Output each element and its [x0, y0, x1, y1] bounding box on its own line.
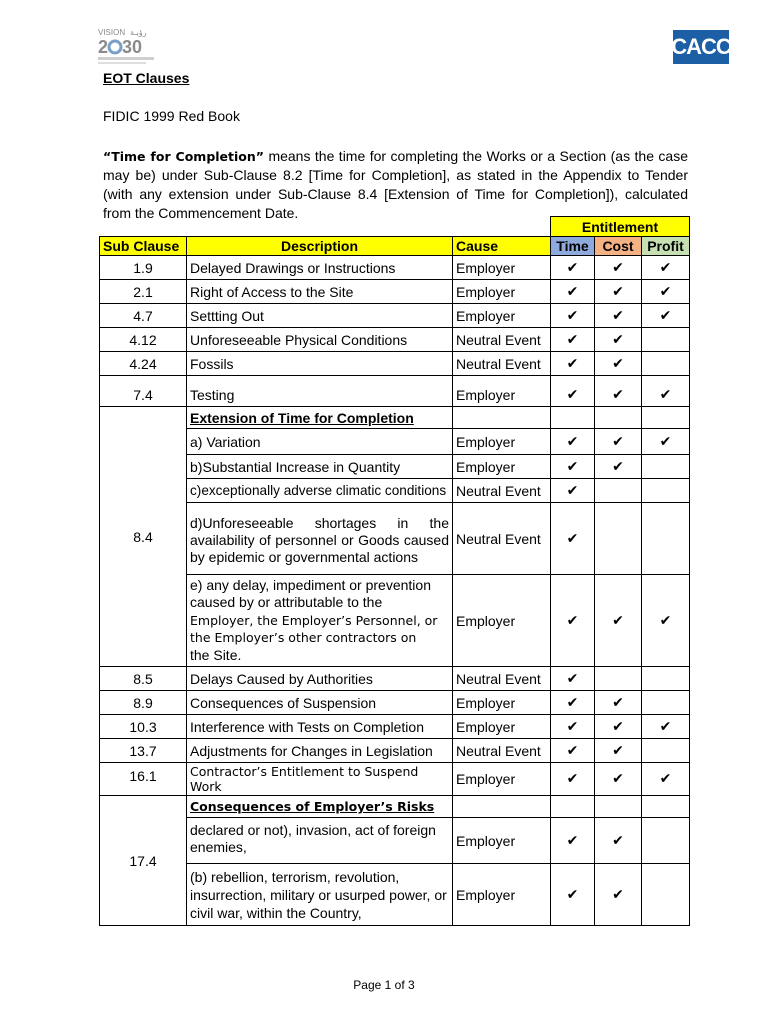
svg-text:رؤيـة: رؤيـة [130, 28, 147, 37]
profit-check: ✔ [642, 280, 690, 304]
clause-description: Right of Access to the Site [187, 280, 453, 304]
clause-description: Testing [187, 376, 453, 407]
header-description: Description [187, 237, 453, 256]
time-check: ✔ [551, 575, 595, 667]
table-row [100, 818, 690, 864]
clause-cause: Employer [453, 256, 551, 280]
clause-cause: Employer [453, 429, 551, 455]
clause-cause: Employer [453, 864, 551, 926]
clause-number: 8.5 [100, 667, 187, 691]
clause-cause: Employer [453, 691, 551, 715]
table-row [100, 763, 690, 796]
clause-cause: Employer [453, 575, 551, 667]
profit-check [642, 328, 690, 352]
clause-cause: Employer [453, 304, 551, 328]
group-heading: Extension of Time for Completion [187, 407, 453, 429]
table-row [100, 575, 690, 667]
time-check: ✔ [551, 280, 595, 304]
header-time: Time [551, 237, 595, 256]
time-check: ✔ [551, 328, 595, 352]
header-cost: Cost [595, 237, 642, 256]
cost-check: ✔ [595, 455, 642, 479]
time-check: ✔ [551, 691, 595, 715]
clause-description: a) Variation [187, 429, 453, 455]
cacc-logo [673, 30, 729, 64]
table-row [100, 479, 690, 503]
table-row [100, 280, 690, 304]
table-row [100, 455, 690, 479]
cost-check: ✔ [595, 429, 642, 455]
table-row [100, 256, 690, 280]
clause-description: Unforeseeable Physical Conditions [187, 328, 453, 352]
cost-check [595, 667, 642, 691]
time-check: ✔ [551, 763, 595, 796]
clause-cause: Neutral Event [453, 352, 551, 376]
time-check: ✔ [551, 352, 595, 376]
header-cause: Cause [453, 237, 551, 256]
clause-cause: Employer [453, 763, 551, 796]
cost-check: ✔ [595, 280, 642, 304]
time-check: ✔ [551, 715, 595, 739]
table-row [100, 328, 690, 352]
profit-check [642, 667, 690, 691]
clause-number: 1.9 [100, 256, 187, 280]
clause-description: b)Substantial Increase in Quantity [187, 455, 453, 479]
time-check: ✔ [551, 376, 595, 407]
entitlement-header-row [100, 217, 690, 237]
time-check: ✔ [551, 818, 595, 864]
table-row [100, 715, 690, 739]
cost-check: ✔ [595, 575, 642, 667]
profit-check [642, 691, 690, 715]
clause-cause: Employer [453, 376, 551, 407]
page-title: EOT Clauses [103, 70, 190, 86]
clause-cause: Employer [453, 715, 551, 739]
clause-number: 16.1 [100, 763, 187, 796]
cost-check: ✔ [595, 739, 642, 763]
profit-check: ✔ [642, 763, 690, 796]
clause-description: c)exceptionally adverse climatic conditions [187, 479, 453, 503]
vision-2030-logo [98, 26, 158, 66]
group-heading: Consequences of Employer’s Risks [187, 796, 453, 818]
cost-check: ✔ [595, 763, 642, 796]
clause-description: Fossils [187, 352, 453, 376]
time-check: ✔ [551, 503, 595, 575]
clause-cause: Employer [453, 455, 551, 479]
clause-description: Contractor’s Entitlement to Suspend Work [187, 763, 453, 796]
clause-description: Consequences of Suspension [187, 691, 453, 715]
clause-cause: Neutral Event [453, 739, 551, 763]
svg-text:30: 30 [122, 37, 143, 57]
time-check: ✔ [551, 864, 595, 926]
clause-cause: Neutral Event [453, 328, 551, 352]
profit-check [642, 739, 690, 763]
clause-number: 10.3 [100, 715, 187, 739]
header-profit: Profit [642, 237, 690, 256]
clause-number: 8.9 [100, 691, 187, 715]
table-row [100, 503, 690, 575]
profit-check [642, 352, 690, 376]
clause-description: Delayed Drawings or Instructions [187, 256, 453, 280]
clause-number: 13.7 [100, 739, 187, 763]
cost-check: ✔ [595, 818, 642, 864]
profit-check [642, 503, 690, 575]
clause-number: 17.4 [100, 796, 187, 926]
clause-description [187, 575, 453, 667]
column-header-row [100, 237, 690, 256]
clause-description: (b) rebellion, terrorism, revolution, insurrection, military or usurped power, or civil war, within the Country, [187, 864, 453, 926]
cost-check: ✔ [595, 376, 642, 407]
profit-check: ✔ [642, 715, 690, 739]
profit-check [642, 455, 690, 479]
cacc-logo-text: CACC [671, 34, 731, 59]
time-check: ✔ [551, 667, 595, 691]
eot-clauses-table [99, 216, 690, 926]
profit-check: ✔ [642, 575, 690, 667]
clause-description: Delays Caused by Authorities [187, 667, 453, 691]
group-heading-row [100, 407, 690, 429]
time-check: ✔ [551, 739, 595, 763]
page-subtitle: FIDIC 1999 Red Book [103, 108, 240, 124]
svg-text:2: 2 [98, 37, 109, 57]
cost-check [595, 503, 642, 575]
clause-description: d)Unforeseeable shortages in the availability of personnel or Goods caused by epidemic or governmental actions [187, 503, 453, 575]
profit-check: ✔ [642, 304, 690, 328]
time-check: ✔ [551, 429, 595, 455]
cost-check: ✔ [595, 352, 642, 376]
time-check: ✔ [551, 455, 595, 479]
description-line: the Site. [190, 646, 242, 663]
cost-check [595, 479, 642, 503]
table-row [100, 691, 690, 715]
page-footer: Page 1 of 3 [353, 978, 415, 992]
svg-text:VISION: VISION [98, 28, 126, 37]
profit-check: ✔ [642, 376, 690, 407]
header-sub-clause: Sub Clause [100, 237, 187, 256]
profit-check [642, 479, 690, 503]
cost-check: ✔ [595, 864, 642, 926]
clause-number: 4.24 [100, 352, 187, 376]
table-row [100, 304, 690, 328]
clause-description: Interference with Tests on Completion [187, 715, 453, 739]
clause-description: Settting Out [187, 304, 453, 328]
table-row [100, 376, 690, 407]
cost-check: ✔ [595, 691, 642, 715]
table-row [100, 739, 690, 763]
group-heading-row [100, 796, 690, 818]
definition-text: means the time for completing the Works or a Section (as the case may be) under Sub-Clause 8.2 [Time for Completion], as stated in the Appendix to Tender (with any extension under Sub-Clause 8.4 [Extension of Time for Completion]), calculated from the Commencement Date. [103, 148, 688, 221]
clause-cause: Neutral Event [453, 503, 551, 575]
profit-check [642, 818, 690, 864]
definition-term: “Time for Completion” [103, 149, 264, 164]
definition-paragraph [103, 147, 688, 223]
clause-number: 4.7 [100, 304, 187, 328]
clause-cause: Employer [453, 280, 551, 304]
entitlement-header: Entitlement [551, 217, 690, 237]
cost-check: ✔ [595, 715, 642, 739]
cost-check: ✔ [595, 256, 642, 280]
clause-number: 4.12 [100, 328, 187, 352]
description-line: Employer, the Employer’s Personnel, or the Employer’s other contractors on [190, 612, 438, 646]
table-row [100, 429, 690, 455]
profit-check: ✔ [642, 429, 690, 455]
cost-check: ✔ [595, 328, 642, 352]
table-row [100, 352, 690, 376]
time-check: ✔ [551, 256, 595, 280]
time-check: ✔ [551, 304, 595, 328]
profit-check [642, 864, 690, 926]
table-row [100, 864, 690, 926]
time-check: ✔ [551, 479, 595, 503]
clause-number: 7.4 [100, 376, 187, 407]
clause-description: declared or not), invasion, act of foreign enemies, [187, 818, 453, 864]
clause-description: Adjustments for Changes in Legislation [187, 739, 453, 763]
cost-check: ✔ [595, 304, 642, 328]
clause-number: 8.4 [100, 407, 187, 667]
clause-cause: Neutral Event [453, 479, 551, 503]
clause-cause: Employer [453, 818, 551, 864]
profit-check: ✔ [642, 256, 690, 280]
clause-cause: Neutral Event [453, 667, 551, 691]
clause-number: 2.1 [100, 280, 187, 304]
table-row [100, 667, 690, 691]
description-line: e) any delay, impediment or prevention caused by or attributable to the [190, 576, 431, 611]
